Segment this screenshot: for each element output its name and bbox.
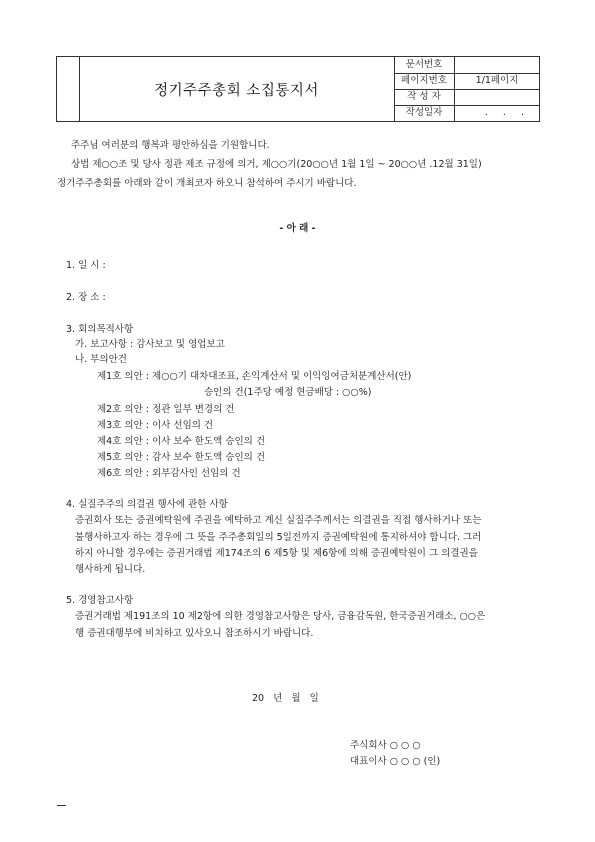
author-value [454,89,540,105]
page-mark [57,805,66,806]
author-label: 작 성 자 [407,91,441,102]
notice-heading: - 아 래 - [279,223,316,234]
section-mgmt-title: 5. 경영참고사항 [66,595,134,606]
voting-line-1: 증권회사 또는 증권예탁원에 주권을 예탁하고 계신 실질주주께서는 의결권을 직접 행사하거나 또는 [75,515,482,526]
date-label: 작성일자 [405,107,443,118]
mgmt-line-2: 행 증권대행부에 비치하고 있사오니 참조하시기 바랍니다. [75,628,314,639]
agenda-item-1: 제1호 의안 : 제○○기 대차대조표, 손익계산서 및 이익잉여금처분계산서(안) [97,371,412,382]
document-title: 정기주주총회 소집통지서 [154,82,319,99]
company-name: 주식회사 ○ ○ ○ [350,740,421,751]
page-number-value: 1/1페이지 [475,75,519,86]
page-number-label: 페이지번호 [401,75,447,86]
section-place: 2. 장 소 : [66,292,106,303]
ceo-signature: 대표이사 ○ ○ ○ (인) [350,756,441,767]
section-purpose-title: 3. 회의목적사항 [66,324,134,335]
header-box [56,56,540,122]
intro-line-3: 정기주주총회를 아래와 같이 개최코자 하오니 참석하여 주시기 바랍니다. [57,178,357,189]
agenda-item-1-cont: 승인의 건(1주당 예정 현금배당 : ○○%) [204,387,372,398]
agenda-item-6: 제6호 의안 : 외부감사인 선임의 건 [97,468,241,479]
agenda-item-2: 제2호 의안 : 정관 일부 변경의 건 [97,404,235,415]
mgmt-line-1: 증권거래법 제191조의 10 제2항에 의한 경영참고사항은 당사, 금융감독원, 한국증권거래소, ○○은 [75,611,486,622]
greeting: 주주님 여러분의 행복과 평안하심을 기원합니다. [71,140,270,151]
section-date: 1. 일 시 : [66,260,106,271]
signature-date: 20 년 월 일 [252,693,319,704]
voting-line-4: 행사하게 됩니다. [75,564,146,575]
agenda-title: 나. 부의안건 [75,354,127,365]
section-voting-title: 4. 실질주주의 의결권 행사에 관한 사항 [66,499,228,510]
voting-line-2: 불행사하고자 하는 경우에 그 뜻을 주주총회일의 5일전까지 증권예탁원에 통지하셔야 합니다. 그러 [75,532,482,543]
report-items: 가. 보고사항 : 감사보고 및 영업보고 [75,339,225,350]
doc-number-value [454,57,540,73]
agenda-item-5: 제5호 의안 : 감사 보수 한도액 승인의 건 [97,452,266,463]
intro-line-2: 상법 제○○조 및 당사 정관 제조 규정에 의거, 제○○기(20○○년 1월 1일 ~ 20○○년 .12월 31일) [71,159,482,170]
voting-line-3: 하지 아니할 경우에는 증권거래법 제174조의 6 제5항 및 제6항에 의해 증권예탁원이 그 의결권을 [75,548,478,559]
agenda-item-4: 제4호 의안 : 이사 보수 한도액 승인의 건 [97,436,266,447]
doc-number-label: 문서번호 [405,59,443,70]
agenda-item-3: 제3호 의안 : 이사 선임의 건 [97,420,214,431]
date-value: . . . [484,107,530,118]
